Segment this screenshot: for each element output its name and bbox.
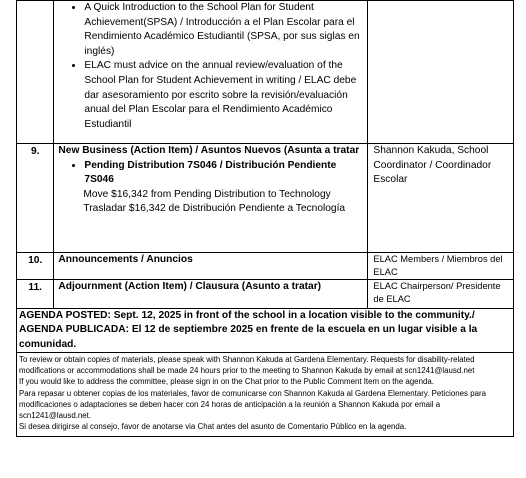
- item-detail: Move $16,342 from Pending Distribution to Technology: [83, 188, 331, 200]
- public-notice-row: [17, 353, 514, 437]
- item-number: 11.: [17, 280, 54, 309]
- public-notice-cell: [17, 353, 514, 437]
- notice-paragraph: Para repasar u obtener copias de los materiales, favor de comunicarse con Shannon Kakuda al Gardena Elementary. Peticiones para modificaciones o adaptaciones se deben hacer con 24 horas de anticipación a la reunión a Shannon Kakuda por email a scn1241@lausd.net.: [19, 388, 486, 420]
- agenda-row-10: [17, 253, 514, 280]
- notice-paragraph: To review or obtain copies of materials, please speak with Shannon Kakuda at Gardena Elementary. Requests for disability-related modifications or accommodations shall be made 24 hours prior to the meeting to Shannon Kakuda by email at scn1241@lausd.net: [19, 355, 475, 376]
- item-bullet-list: [58, 159, 363, 188]
- agenda-posted-notice: AGENDA POSTED: Sept. 12, 2025 in front of the school in a location visible to the community./ AGENDA PUBLICADA: El 12 de septiembre 2025 en frente de la escuela en un lugar visible a la comunidad.: [17, 309, 514, 353]
- list-item: • A Quick Introduction to the School Plan for Student Achievement(SPSA) / Introducción a el Plan Escolar para el Rendimiento Académico Estudiantil (SPSA, por sus siglas en inglés): [84, 1, 363, 59]
- item-number-cell: [17, 1, 54, 144]
- item-title: New Business (Action Item) / Asuntos Nuevos (Asunta a tratar: [58, 145, 360, 156]
- item-title: Announcements / Anuncios: [54, 253, 368, 280]
- presenter: ELAC Members / Miembros del ELAC: [368, 253, 514, 280]
- agenda-posted-row: [17, 309, 514, 353]
- notice-paragraph: Si desea dirigirse al consejo, favor de anotarse via Chat antes del asunto de Comentario Público en la agenda.: [19, 421, 407, 431]
- list-item: • Pending Distribution 7S046 / Distribución Pendiente 7S046: [84, 159, 363, 188]
- item-number: 9.: [17, 144, 54, 253]
- agenda-row-9: [17, 144, 514, 253]
- list-item: • ELAC must advice on the annual review/evaluation of the School Plan for Student Achievement in writing / ELAC debe dar asesoramiento por escrito sobre la revisión/evaluación anual del Plan Escolar para el Rendimiento Académico Estudiantil: [84, 59, 363, 132]
- item-title: Adjournment (Action Item) / Clausura (Asunto a tratar): [54, 280, 368, 309]
- agenda-row-11: [17, 280, 514, 309]
- presenter: Shannon Kakuda, School Coordinator / Coordinador Escolar: [368, 144, 514, 253]
- continued-bullet-list: [58, 1, 363, 132]
- item-description-cell: [54, 1, 368, 144]
- item-number: 10.: [17, 253, 54, 280]
- continued-row: [17, 1, 514, 144]
- presenter: ELAC Chairperson/ Presidente de ELAC: [368, 280, 514, 309]
- presenter-cell: [368, 1, 514, 144]
- notice-paragraph: If you would like to address the committee, please sign in on the Chat prior to the Public Comment Item on the agenda.: [19, 377, 434, 387]
- agenda-table: [16, 0, 514, 437]
- item-detail: Trasladar $16,342 de Distribución Pendiente a Tecnología: [83, 203, 346, 215]
- item-description-cell: [54, 144, 368, 253]
